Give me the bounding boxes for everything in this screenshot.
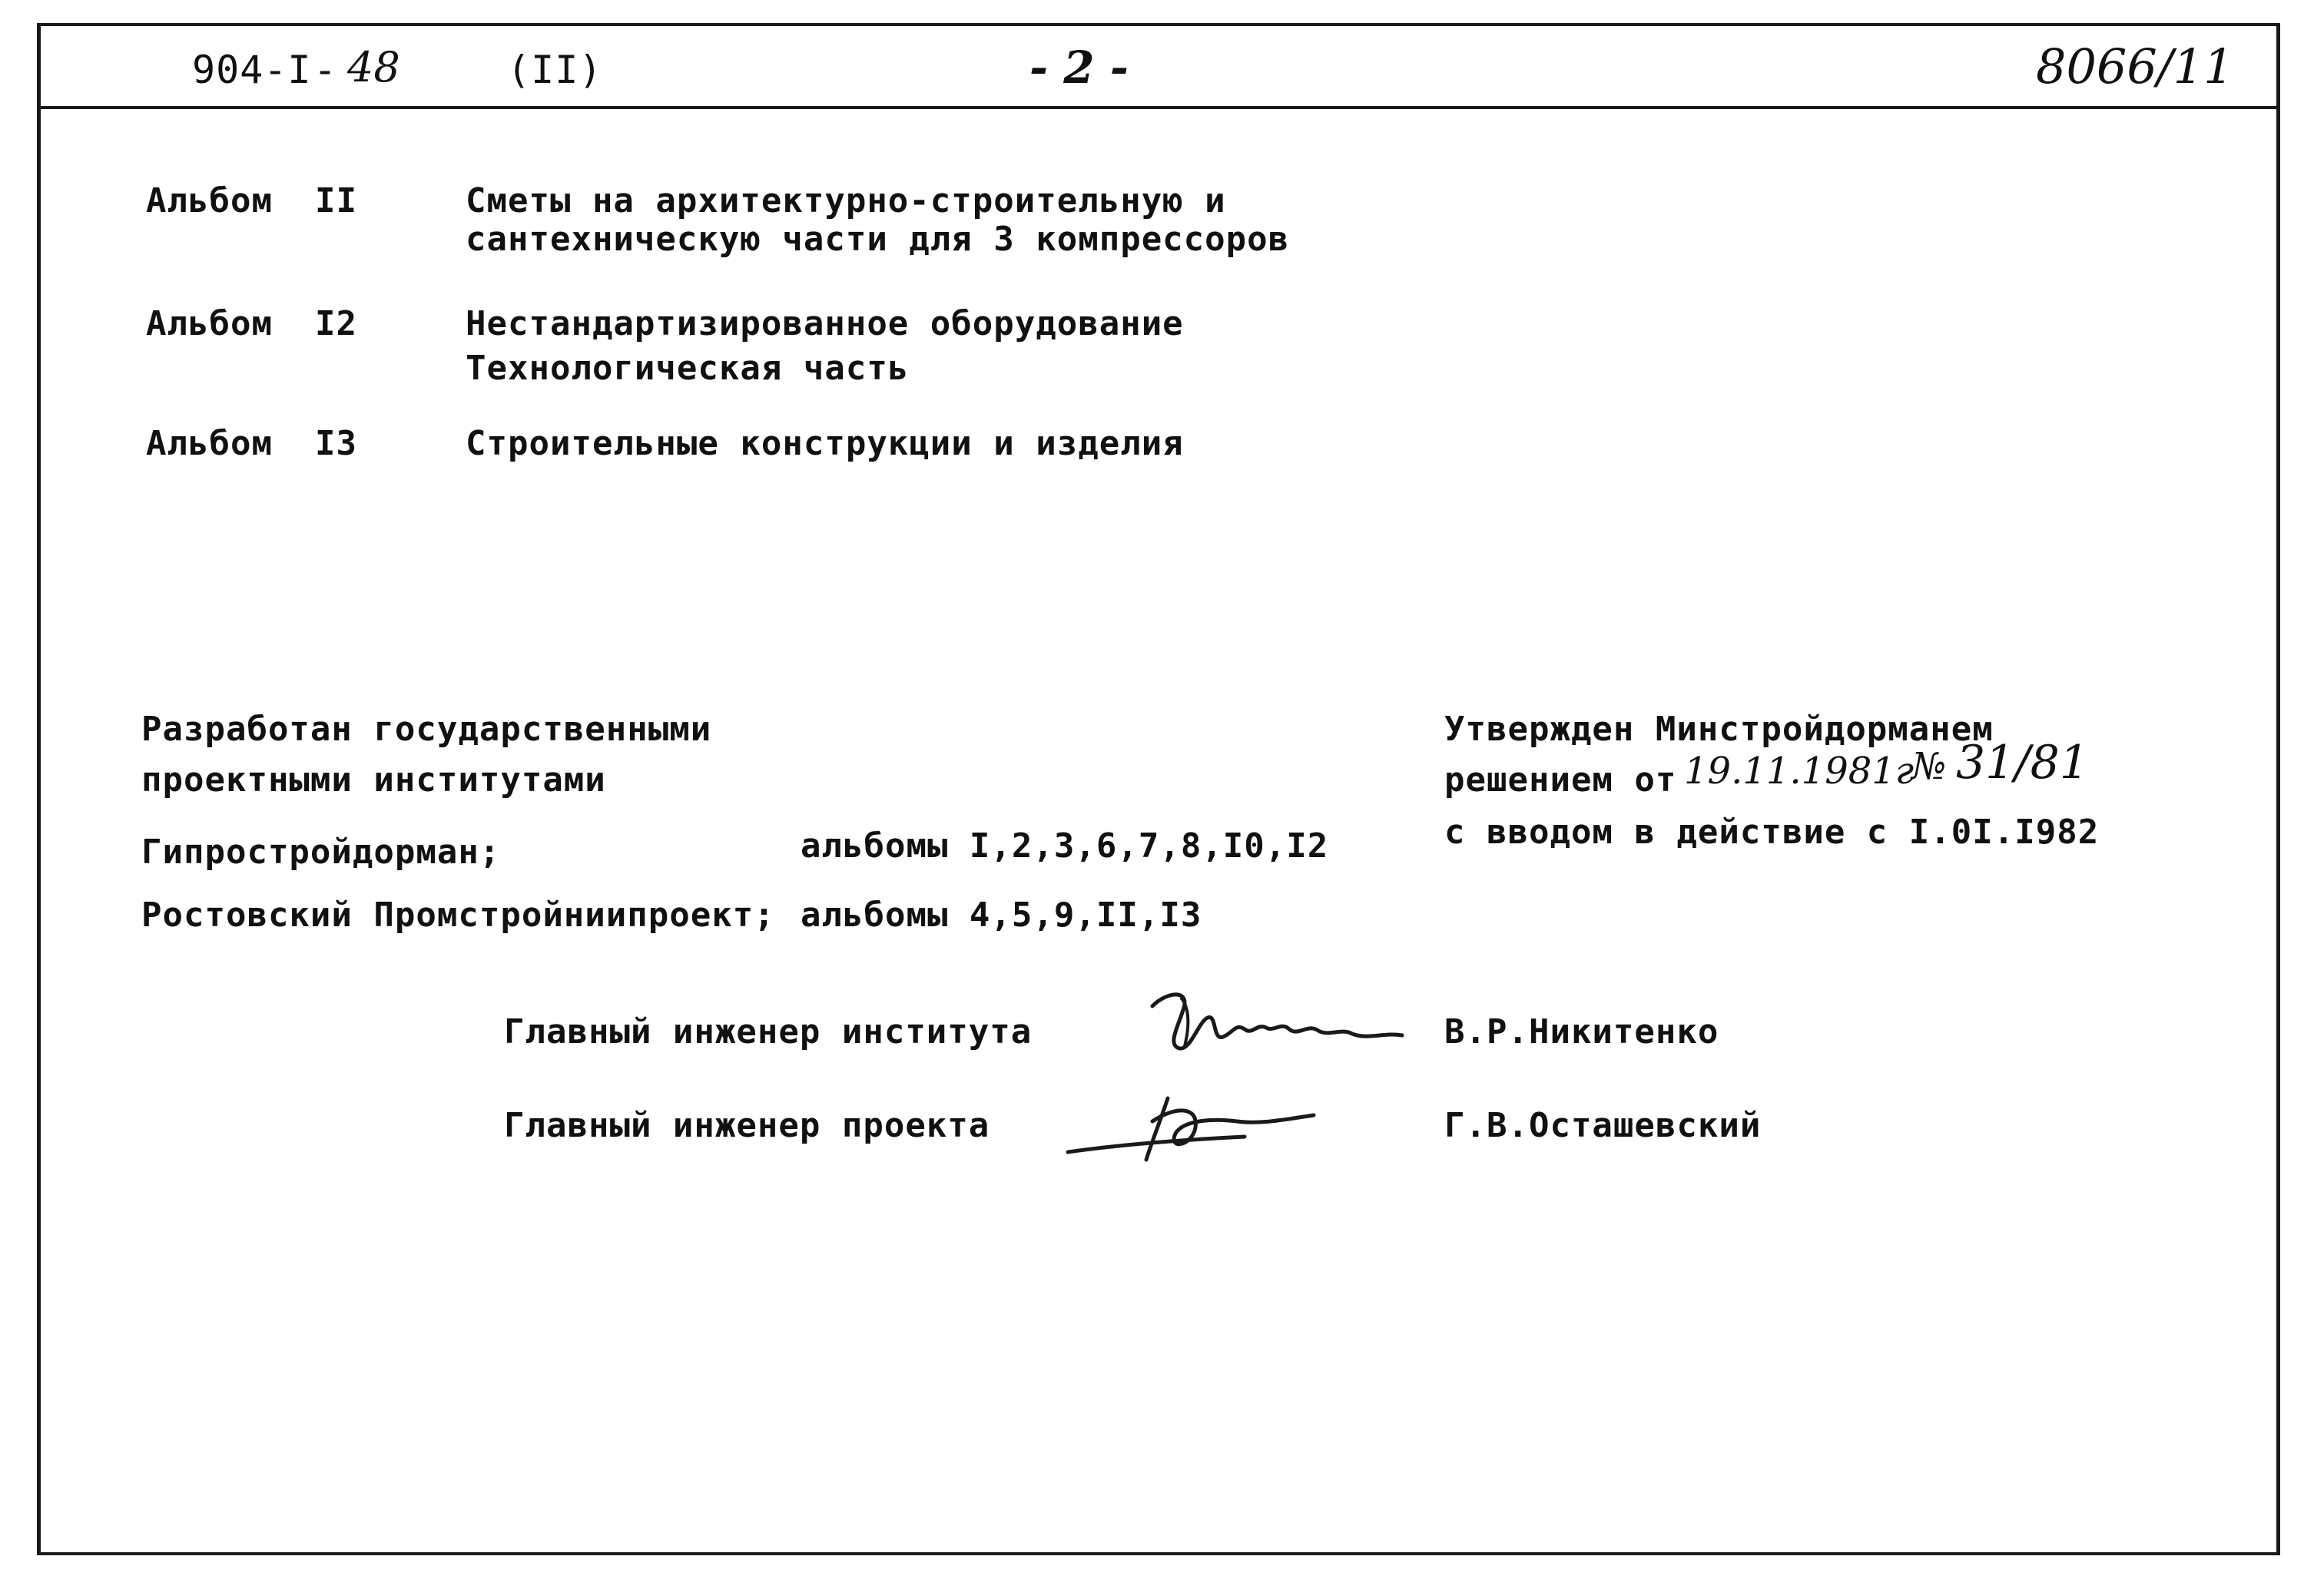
album-description-line: Технологическая часть [466, 349, 910, 388]
approval-date: 19.11.1981г [1684, 750, 1915, 793]
developed-heading: проектными институтами [141, 760, 606, 800]
header-divider [37, 106, 2280, 109]
album-number: I2 [315, 304, 357, 343]
album-number: I3 [315, 424, 357, 463]
approval-decision-label: решением от [1444, 760, 1677, 800]
signature-scribble [1060, 1075, 1368, 1175]
album-number: II [315, 181, 357, 220]
sheet-number: 8066/11 [2036, 38, 2234, 94]
album-label: Альбом [146, 304, 273, 343]
organization-albums: альбомы 4,5,9,II,I3 [801, 896, 1202, 935]
document-code-prefix: 904-I [192, 48, 312, 92]
organization-albums: альбомы I,2,3,6,7,8,I0,I2 [801, 826, 1329, 866]
album-description-line: сантехническую части для 3 компрессоров [466, 220, 1290, 259]
organization-name: Ростовский Промстройниипроект; [141, 896, 775, 935]
signature-role: Главный инженер института [504, 1012, 1033, 1051]
approval-effective-date: с вводом в действие с I.0I.I982 [1444, 813, 2100, 852]
album-label: Альбом [146, 424, 273, 463]
organization-name: Гипростройдорман; [141, 833, 501, 872]
signature-role: Главный инженер проекта [504, 1106, 990, 1145]
page-number: - 2 - [1029, 41, 1129, 94]
document-code-number: 48 [347, 43, 400, 91]
album-label: Альбом [146, 181, 273, 220]
album-description-line: Нестандартизированное оборудование [466, 304, 1184, 343]
developed-heading: Разработан государственными [141, 710, 712, 749]
album-description-line: Сметы на архитектурно-строительную и [466, 181, 1226, 220]
signatory-name: Г.В.Осташевский [1444, 1106, 1762, 1145]
approval-number-sign: № [1911, 745, 1947, 788]
document-code-dash: - [313, 48, 338, 92]
signature-scribble [1137, 975, 1414, 1068]
document-section: (II) [507, 48, 603, 92]
signatory-name: В.Р.Никитенко [1444, 1012, 1719, 1051]
approval-number: 31/81 [1956, 736, 2089, 790]
album-description-line: Строительные конструкции и изделия [466, 424, 1184, 463]
approval-heading: Утвержден Минстройдорманем [1444, 710, 1994, 749]
